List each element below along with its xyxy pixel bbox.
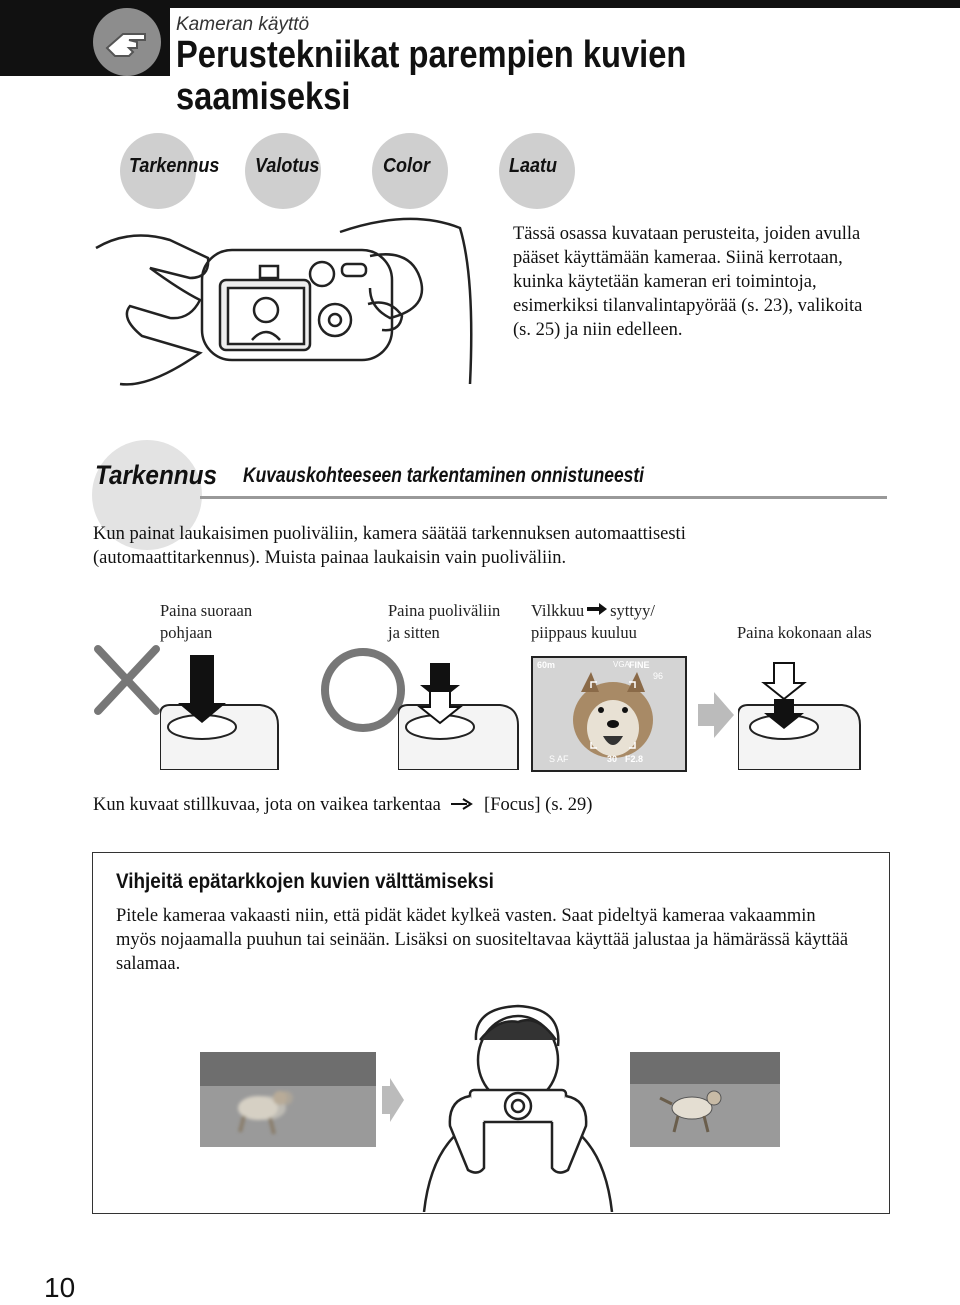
- step-right-line1: Paina puoliväliin: [388, 601, 501, 620]
- step-wrong-line2: pohjaan: [160, 623, 213, 642]
- correct-circle-icon: [318, 645, 408, 735]
- blurry-dog-photo: [200, 1052, 376, 1147]
- section-divider: [200, 496, 887, 499]
- tip-text: Pitele kameraa vakaasti niin, että pidät kädet kylkeä vasten. Saat pideltyä kameraa vakaammin myös nojaamalla puuhun tai seinään. Lisäksi on suositeltavaa käyttää jalustaa ja hämärässä käyttää salamaa.: [116, 906, 849, 974]
- section-heading: Tarkennus: [95, 460, 217, 490]
- lcd-memory: 60m: [537, 660, 556, 670]
- section-label: Kameran käyttö: [176, 14, 310, 35]
- page-title: Perustekniikat parempien kuvien saamiseksi: [176, 34, 687, 118]
- camera-hands-illustration: [90, 208, 490, 388]
- tip-title: Vihjeitä epätarkkojen kuvien välttämiseksi: [116, 870, 494, 893]
- lcd-screen: [531, 656, 687, 772]
- shutter-button-half-press: [398, 655, 520, 770]
- next-arrow-icon-2: [382, 1078, 404, 1122]
- lcd-shutter: 30: [607, 754, 618, 764]
- lcd-af-mode: S AF: [549, 754, 569, 764]
- pointing-hand-icon: [93, 8, 161, 76]
- tab-color: Color: [383, 155, 430, 177]
- section-subtitle: Kuvauskohteeseen tarkentaminen onnistuneesti: [243, 464, 645, 487]
- next-arrow-icon: [698, 692, 734, 738]
- tab-exposure: Valotus: [255, 155, 320, 177]
- page-number: 10: [44, 1272, 76, 1303]
- focus-note-prefix: Kun kuvaat stillkuvaa, jota on vaikea tarkentaa: [93, 795, 441, 815]
- step-indicator-line2: piippaus kuuluu: [531, 623, 637, 642]
- intro-text: Tässä osassa kuvataan perusteita, joiden avulla pääset käyttämään kameraa. Siinä kerrotaan, kuinka käytetään kameran eri toimintoja, esimerkiksi tilanvalintapyörää (s. 23), valikoita (s. 25) ja niin edelleen.: [513, 224, 863, 340]
- shutter-button-full-press: [160, 655, 280, 770]
- tab-quality: Laatu: [509, 155, 558, 177]
- focus-note-suffix: [Focus] (s. 29): [484, 795, 593, 815]
- focus-note: [93, 795, 592, 816]
- lcd-aperture: F2.8: [625, 754, 644, 764]
- step-indicator-label: [531, 600, 655, 644]
- focus-body-text: Kun painat laukaisimen puoliväliin, kamera säätää tarkennuksen automaattisesti (automaattitarkennus). Muista painaa laukaisin vain puoliväliin.: [93, 524, 686, 568]
- step-wrong-label: [160, 600, 252, 644]
- step-right-label: [388, 600, 500, 644]
- header-bar: [0, 0, 960, 8]
- shutter-button-press-down: [738, 655, 862, 770]
- right-arrow-icon: [451, 795, 473, 816]
- step-wrong-line1: Paina suoraan: [160, 601, 253, 620]
- step-right-line2: ja sitten: [388, 623, 440, 642]
- step-indicator-prefix: Vilkkuu: [531, 601, 585, 620]
- lcd-size: VGA: [613, 660, 630, 669]
- sharp-dog-photo: [630, 1052, 780, 1147]
- wrong-cross-icon: [94, 645, 160, 715]
- lcd-quality: FINE: [629, 660, 650, 670]
- lcd-remaining: 96: [653, 671, 664, 681]
- tab-focus: Tarkennus: [129, 155, 220, 177]
- step-full-press-label: Paina kokonaan alas: [737, 623, 872, 642]
- person-holding-camera-illustration: [418, 1000, 618, 1212]
- step-indicator-suffix: syttyy/: [610, 601, 656, 620]
- right-arrow-icon: [586, 600, 608, 622]
